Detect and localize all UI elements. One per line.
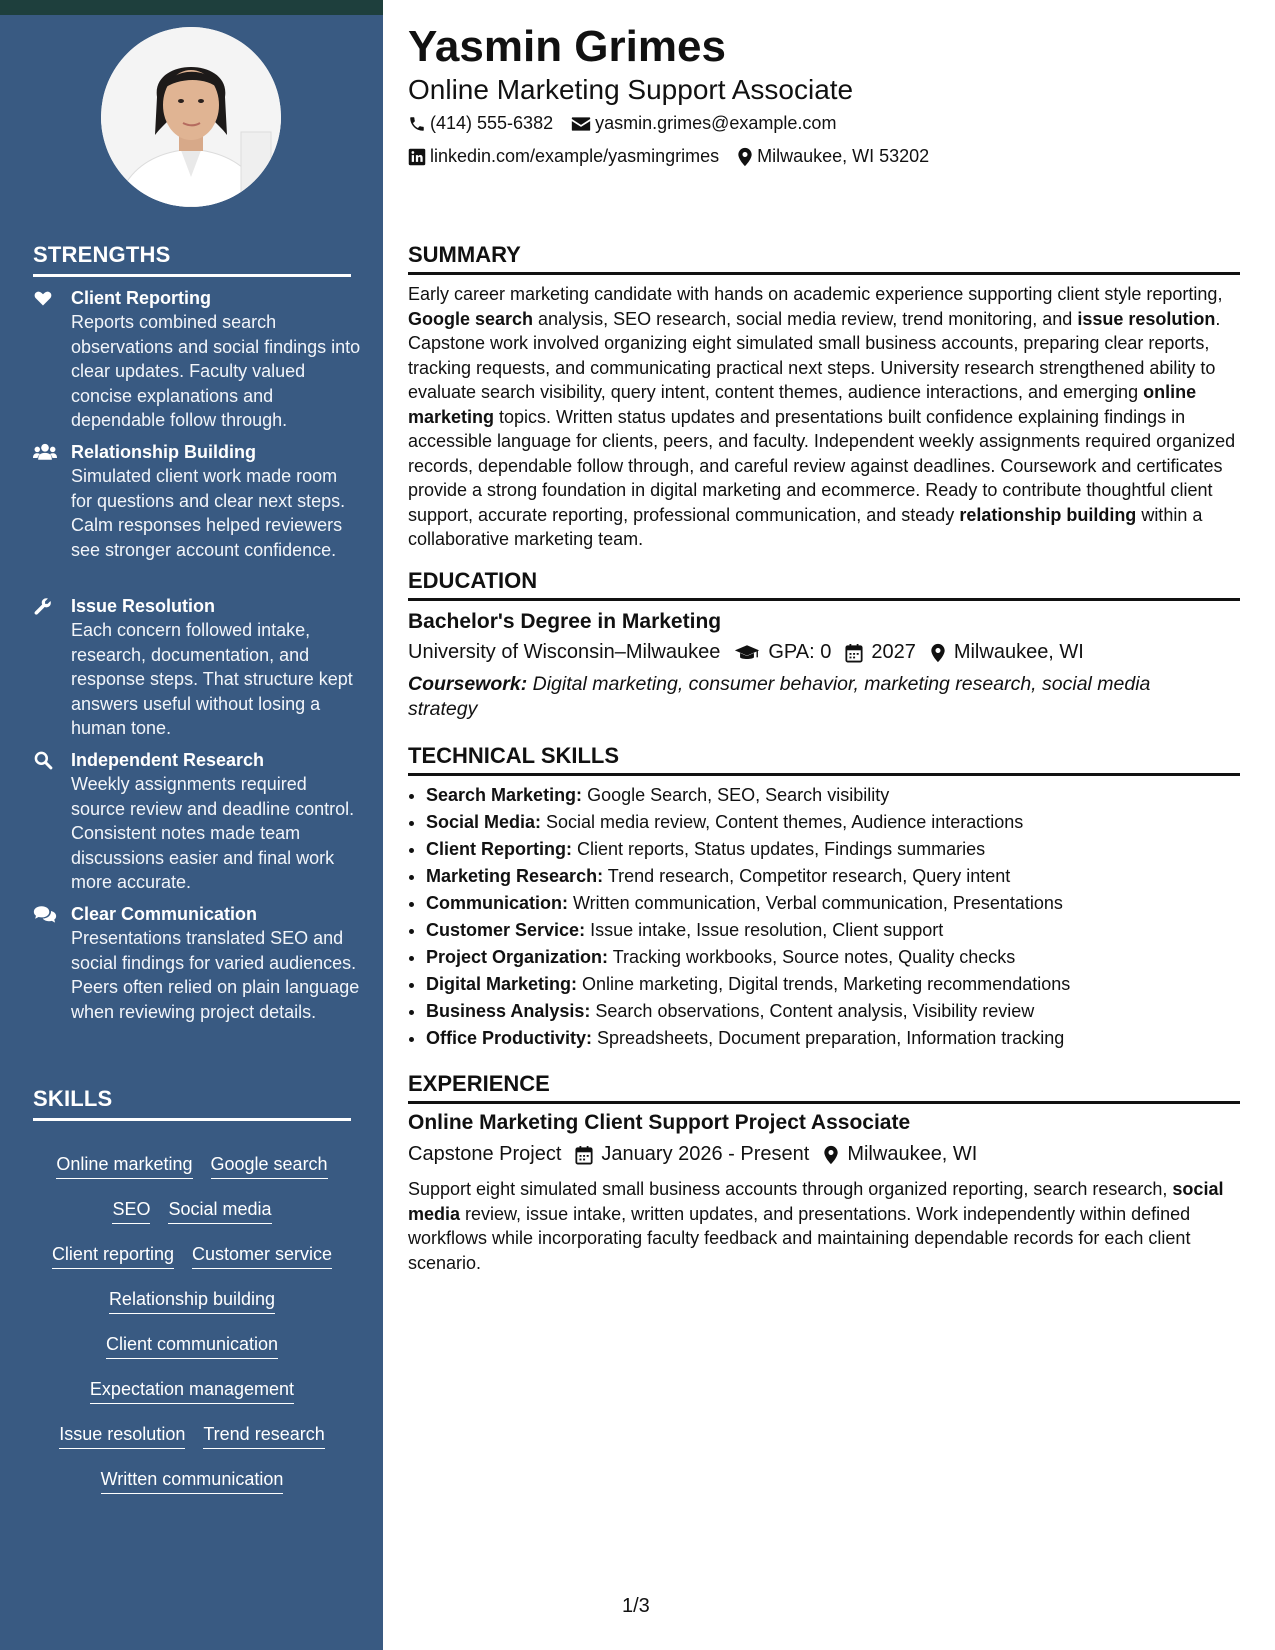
skill-category: Customer Service: (426, 920, 586, 940)
strengths-heading: STRENGTHS (33, 242, 351, 277)
graduation-year: 2027 (871, 641, 916, 663)
strength-item (33, 286, 363, 433)
coursework (408, 672, 1198, 722)
skill-category: Social Media: (426, 812, 542, 832)
skills-list (33, 1152, 351, 1512)
skill-values: Written communication, Verbal communication, Presentations (568, 893, 1063, 913)
contact-row (408, 146, 929, 167)
sidebar (0, 0, 383, 1650)
skill-tag: Google search (211, 1152, 328, 1179)
organization: Capstone Project (408, 1143, 562, 1165)
gpa: GPA: 0 (768, 641, 832, 663)
skill-tag: Issue resolution (59, 1422, 185, 1449)
candidate-role: Online Marketing Support Associate (408, 74, 854, 105)
skill-tag: Trend research (203, 1422, 324, 1449)
summary-text-run: within a collaborative marketing team. (408, 504, 1203, 549)
location-pin-icon (823, 1145, 839, 1165)
email-icon (571, 116, 591, 132)
skill-tag: Online marketing (56, 1152, 192, 1179)
strength-title: Client Reporting (71, 288, 211, 308)
skill-tag: Written communication (101, 1467, 284, 1494)
skill-tag: Client reporting (52, 1242, 174, 1269)
summary-keyword: issue resolution (1077, 308, 1216, 329)
skill-category: Communication: (426, 893, 568, 913)
job-title: Online Marketing Client Support Project Associate (408, 1111, 911, 1134)
experience-description (408, 1177, 1240, 1275)
coursework-text: Digital marketing, consumer behavior, marketing research, social media strategy (408, 673, 1151, 720)
page-number: 1/3 (622, 1595, 650, 1617)
summary-heading: SUMMARY (408, 242, 1240, 275)
list-item (426, 917, 1258, 944)
summary-text-run: . Capstone work involved organizing eight simulated small business accounts, preparing clear reports, tracking requests, and communicating practical next steps. University research strengthened ability to evaluate search visibility, query intent, content themes, audience interactions, and emerging (408, 308, 1221, 402)
top-accent-band (0, 0, 383, 15)
heart-icon (33, 288, 55, 310)
summary-text-run: topics. Written status updates and presentations built confidence explaining findings in accessible language for clients, peers, and faculty. Independent weekly assignments required organized records, dependable follow through, and careful review against deadlines. Coursework and certificates provide a strong foundation in digital marketing and ecommerce. Ready to contribute thoughtful client support, accurate reporting, professional communication, and steady (408, 406, 1236, 525)
summary-text (408, 282, 1240, 552)
skill-category: Project Organization: (426, 947, 609, 967)
skill-values: Social media review, Content themes, Audience interactions (541, 812, 1024, 832)
skill-values: Trend research, Competitor research, Query intent (603, 866, 1011, 886)
education-heading: EDUCATION (408, 568, 1240, 601)
skill-category: Digital Marketing: (426, 974, 578, 994)
experience-text-run: Support eight simulated small business accounts through organized reporting, search research, (408, 1179, 1173, 1199)
strength-title: Issue Resolution (71, 596, 216, 616)
skill-tag: Social media (168, 1197, 271, 1224)
list-item (426, 944, 1258, 971)
strength-title: Clear Communication (71, 904, 258, 924)
location-pin-icon (930, 643, 946, 663)
skill-values: Search observations, Content analysis, Visibility review (590, 1001, 1035, 1021)
skill-tag: SEO (112, 1197, 150, 1224)
skill-tag: Relationship building (109, 1287, 275, 1314)
strength-item (33, 594, 363, 741)
strength-title: Independent Research (71, 750, 265, 770)
list-item (426, 998, 1258, 1025)
phone-number[interactable]: (414) 555-6382 (430, 113, 554, 133)
profile-photo (101, 27, 281, 207)
summary-keyword: Google search (408, 308, 534, 329)
summary-text-run: analysis, SEO research, social media review, trend monitoring, and (533, 308, 1078, 329)
strength-description: Weekly assignments required source review and deadline control. Consistent notes made team discussions easier and final work more accurate. (71, 774, 355, 892)
linkedin-icon (408, 148, 426, 166)
calendar-icon (575, 1145, 593, 1165)
list-item (426, 836, 1258, 863)
list-item (426, 782, 1258, 809)
skill-category: Client Reporting: (426, 839, 572, 859)
skill-category: Search Marketing: (426, 785, 583, 805)
linkedin-link[interactable]: linkedin.com/example/yasmingrimes (430, 146, 720, 166)
summary-keyword: relationship building (959, 504, 1137, 525)
location: Milwaukee, WI 53202 (757, 146, 930, 166)
summary-keyword: online marketing (408, 382, 1197, 427)
skill-values: Tracking workbooks, Source notes, Quality checks (608, 947, 1016, 967)
search-icon (33, 750, 55, 772)
strength-item (33, 748, 363, 895)
education-meta (408, 641, 1084, 664)
location-pin-icon (737, 147, 753, 167)
experience-meta (408, 1143, 977, 1166)
skill-values: Client reports, Status updates, Findings summaries (572, 839, 986, 859)
strength-item (33, 440, 363, 562)
skill-category: Office Productivity: (426, 1028, 593, 1048)
coursework-label: Coursework: (408, 673, 528, 695)
strength-title: Relationship Building (71, 442, 256, 462)
email-address[interactable]: yasmin.grimes@example.com (595, 113, 837, 133)
skill-values: Issue intake, Issue resolution, Client support (585, 920, 944, 940)
school-name: University of Wisconsin–Milwaukee (408, 641, 721, 663)
technical-skills-list (408, 782, 1258, 1052)
wrench-icon (33, 596, 55, 618)
list-item (426, 890, 1258, 917)
strength-item (33, 902, 363, 1024)
users-icon (33, 442, 55, 464)
degree-title: Bachelor's Degree in Marketing (408, 610, 722, 633)
strength-description: Reports combined search observations and social findings into clear updates. Faculty valued concise explanations and dependable follow through. (71, 312, 361, 430)
list-item (426, 971, 1258, 998)
school-location: Milwaukee, WI (953, 641, 1084, 663)
skill-values: Online marketing, Digital trends, Marketing recommendations (577, 974, 1071, 994)
job-location: Milwaukee, WI (847, 1143, 978, 1165)
summary-text-run: Early career marketing candidate with hands on academic experience supporting client style reporting, (408, 284, 1223, 304)
chat-icon (33, 904, 55, 926)
strength-description: Each concern followed intake, research, documentation, and response steps. That structure kept answers useful without losing a human tone. (71, 620, 353, 738)
skill-tag: Client communication (106, 1332, 278, 1359)
skill-tag: Expectation management (90, 1377, 294, 1404)
skill-category: Marketing Research: (426, 866, 604, 886)
skill-category: Business Analysis: (426, 1001, 591, 1021)
list-item (426, 809, 1258, 836)
strength-description: Presentations translated SEO and social findings for varied audiences. Peers often relied on plain language when reviewing project details. (71, 928, 360, 1022)
experience-text-run: review, issue intake, written updates, and presentations. Work independently within defined workflows while incorporating faculty feedback and maintaining dependable records for each client scenario. (408, 1203, 1191, 1273)
technical-skills-heading: TECHNICAL SKILLS (408, 743, 1240, 776)
contact-row (408, 113, 836, 134)
experience-heading: EXPERIENCE (408, 1071, 1240, 1104)
phone-icon (408, 115, 426, 133)
graduation-cap-icon (734, 644, 760, 662)
strength-description: Simulated client work made room for questions and clear next steps. Calm responses helped reviewers see stronger account confidence. (71, 466, 346, 560)
list-item (426, 1025, 1258, 1052)
skill-tag: Customer service (192, 1242, 332, 1269)
experience-keyword: social media (408, 1179, 1224, 1224)
skill-values: Spreadsheets, Document preparation, Information tracking (592, 1028, 1065, 1048)
list-item (426, 863, 1258, 890)
calendar-icon (845, 643, 863, 663)
employment-dates: January 2026 - Present (601, 1143, 810, 1165)
skills-heading: SKILLS (33, 1086, 351, 1121)
candidate-name: Yasmin Grimes (408, 22, 726, 71)
skill-values: Google Search, SEO, Search visibility (582, 785, 890, 805)
